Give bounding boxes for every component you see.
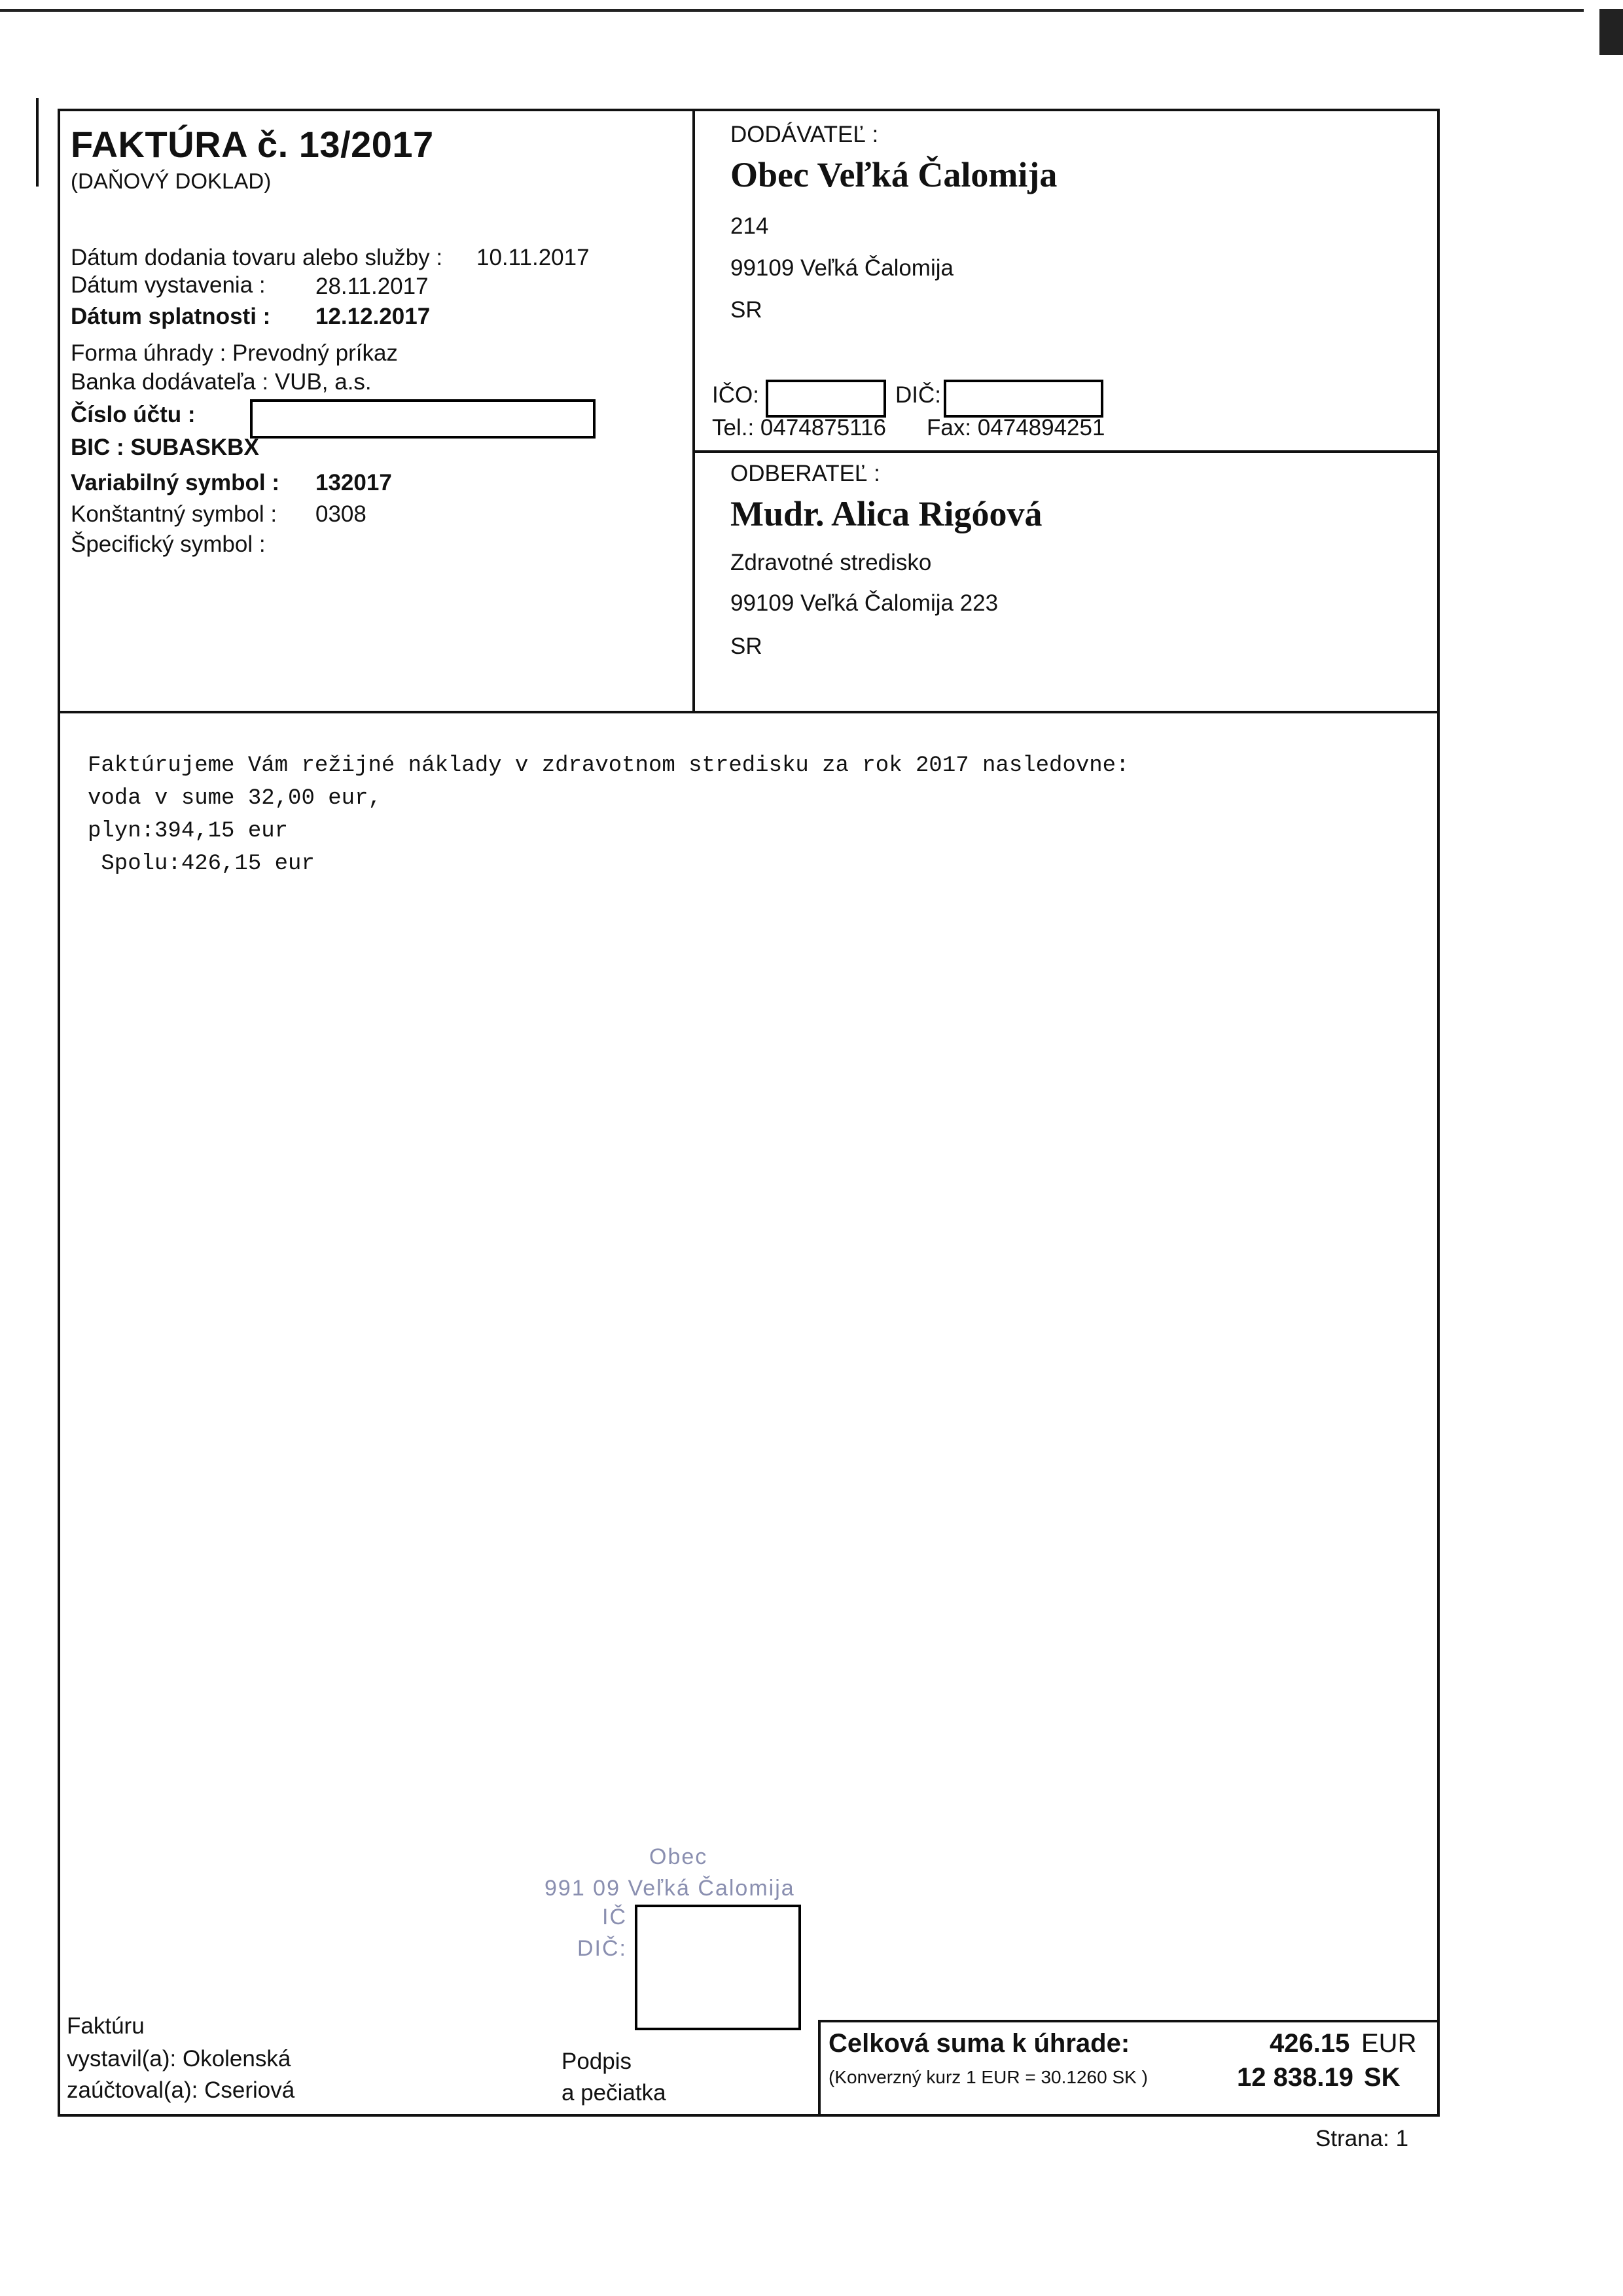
supplier-customer-divider (692, 450, 1440, 453)
invoice-subtitle: (DAŇOVÝ DOKLAD) (71, 169, 272, 193)
total-eur: 426.15 (1270, 2029, 1350, 2058)
supplier-ico-label: IČO: (712, 382, 759, 408)
frame-left (58, 109, 60, 2117)
issue-date: 28.11.2017 (315, 274, 429, 299)
variable-symbol: 132017 (315, 470, 392, 495)
signature-label-1: Podpis (562, 2049, 632, 2074)
supplier-city: 99109 Veľká Čalomija (730, 255, 954, 281)
right-scan-edge (1599, 9, 1623, 55)
supplier-street: 214 (730, 213, 769, 239)
supplier-name: Obec Veľká Čalomija (730, 155, 1058, 194)
account-number-redaction (250, 399, 596, 439)
supplier-ico-redaction (766, 380, 886, 418)
total-box-left (818, 2020, 821, 2115)
supplier-dic-label: DIČ: (895, 382, 941, 408)
issue-date-label: Dátum vystavenia : (71, 272, 266, 298)
frame-top (58, 109, 1440, 111)
delivery-date-label: Dátum dodania tovaru alebo služby : (71, 245, 443, 270)
supplier-fax: Fax: 0474894251 (927, 415, 1105, 440)
issued-by: vystavil(a): Okolenská (67, 2046, 291, 2072)
stamp-line-3: IČ (602, 1905, 627, 1929)
customer-name: Mudr. Alica Rigóová (730, 494, 1043, 533)
frame-right (1437, 109, 1440, 2117)
due-date: 12.12.2017 (315, 304, 431, 329)
delivery-date: 10.11.2017 (476, 245, 590, 270)
stamp-line-4: DIČ: (577, 1936, 627, 1961)
total-box-top (818, 2020, 1440, 2022)
conversion-note: (Konverzný kurz 1 EUR = 30.1260 SK ) (829, 2067, 1148, 2087)
invoice-title: FAKTÚRA č. 13/2017 (71, 124, 434, 165)
specific-symbol-label: Špecifický symbol : (71, 531, 266, 557)
customer-heading: ODBERATEĽ : (730, 461, 880, 486)
booked-by: zaúčtoval(a): Cseriová (67, 2077, 295, 2103)
signature-label-2: a pečiatka (562, 2080, 666, 2106)
body-line-1: Faktúrujeme Vám režijné náklady v zdravotnom stredisku za rok 2017 nasledovne: (88, 753, 1130, 778)
stamp-line-2: 991 09 Veľká Čalomija (544, 1876, 795, 1901)
left-margin-mark (36, 98, 39, 187)
due-date-label: Dátum splatnosti : (71, 304, 271, 329)
supplier-country: SR (730, 297, 762, 323)
payment-form: Forma úhrady : Prevodný príkaz (71, 340, 398, 366)
stamp-line-1: Obec (649, 1844, 708, 1869)
frame-bottom (58, 2114, 1440, 2117)
total-label: Celková suma k úhrade: (829, 2029, 1130, 2058)
stamp-redaction (635, 1905, 801, 2030)
account-number-label: Číslo účtu : (71, 402, 196, 427)
body-line-2: voda v sume 32,00 eur, (88, 786, 382, 811)
constant-symbol: 0308 (315, 501, 366, 527)
supplier-dic-redaction (944, 380, 1103, 418)
supplier-bank: Banka dodávateľa : VUB, a.s. (71, 369, 372, 395)
page-number: Strana: 1 (1315, 2126, 1409, 2151)
bic-code: BIC : SUBASKBX (71, 435, 259, 460)
customer-line1: Zdravotné stredisko (730, 550, 932, 575)
currency-sk: SK (1364, 2063, 1400, 2092)
supplier-phone: Tel.: 0474875116 (712, 415, 886, 440)
variable-symbol-label: Variabilný symbol : (71, 470, 279, 495)
constant-symbol-label: Konštantný symbol : (71, 501, 277, 527)
total-sk: 12 838.19 (1237, 2063, 1353, 2092)
customer-country: SR (730, 634, 762, 659)
body-line-4: Spolu:426,15 eur (88, 852, 315, 876)
currency-eur: EUR (1361, 2029, 1417, 2058)
top-scan-edge (0, 9, 1584, 12)
supplier-heading: DODÁVATEĽ : (730, 122, 879, 147)
customer-city: 99109 Veľká Čalomija 223 (730, 590, 999, 616)
body-line-3: plyn:394,15 eur (88, 819, 289, 844)
header-divider-vertical (692, 109, 695, 712)
header-divider-horizontal (58, 711, 1440, 713)
invoice-footer-label: Faktúru (67, 2013, 145, 2039)
